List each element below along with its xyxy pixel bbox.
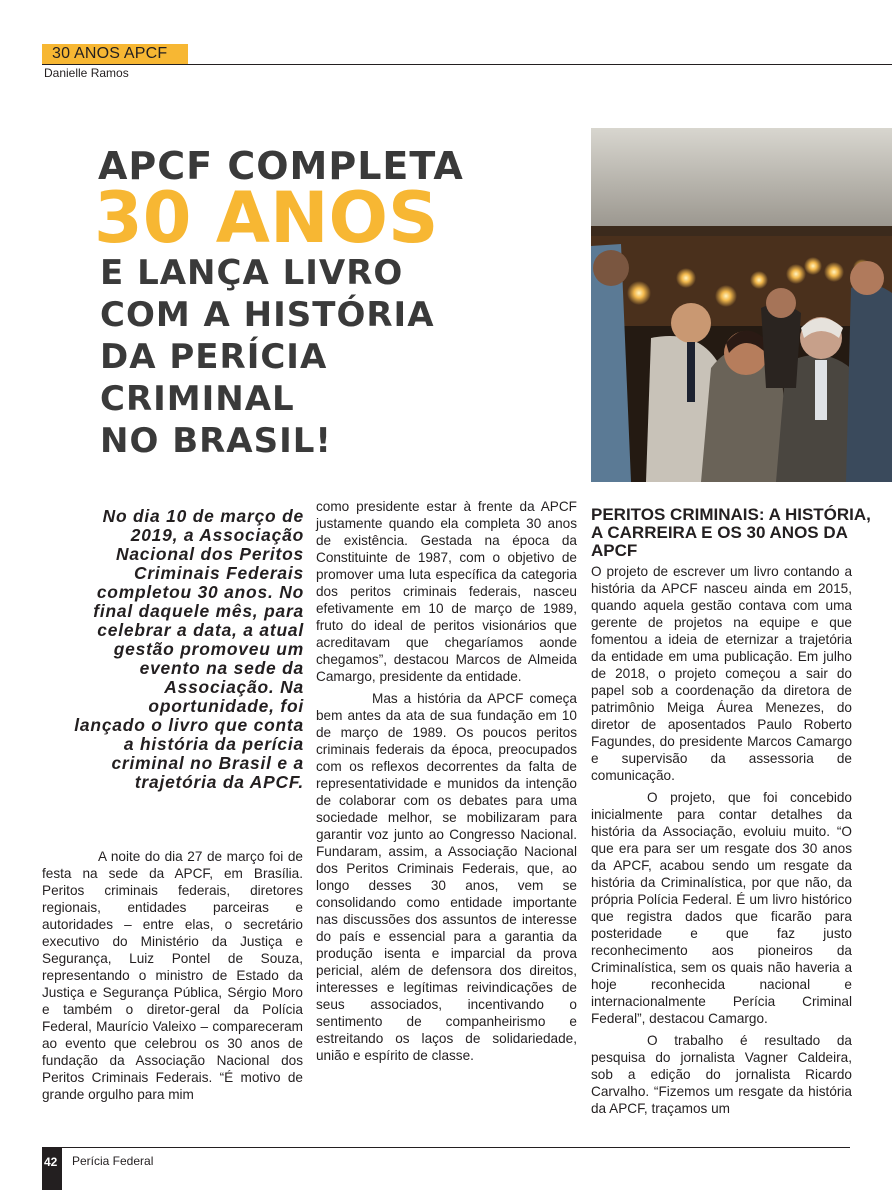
magazine-name: Perícia Federal <box>72 1154 154 1168</box>
headline-line-7: NO BRASIL! <box>100 421 332 461</box>
headline-line-4: COM A HISTÓRIA <box>100 295 435 335</box>
column-3-paragraph-2: O projeto, que foi concebido inicialmente para contar detalhes da história da Associação, evoluiu muito. “O que era para ser um resgate dos 30 anos da APCF, acabou sendo um resgate da história da Criminalística, por que não, da própria Polícia Federal. É um livro histórico que registra dados que ficarão para posteridade e que faz justo reconhecimento aos pioneiros da Criminalística, sem os quais não haveria a hoje reconhecida nacional e internacionalmente Perícia Criminal Federal”, destacou Camargo. <box>591 790 852 1026</box>
lead-paragraph: No dia 10 de março de 2019, a Associação Nacional dos Peritos Criminais Federais completou 30 anos. No final daquele mês, para celebrar a data, a atual gestão promoveu um evento na sede da Associação. Na oportunidade, foi lançado o livro que conta a história da perícia criminal no Brasil e a trajetória da APCF. <box>74 506 304 792</box>
column-3-paragraph-3: O trabalho é resultado da pesquisa do jornalista Vagner Caldeira, sob a edição do jornalista Ricardo Carvalho. “Fizemos um resgate da história da APCF, traçamos um <box>591 1033 852 1116</box>
column-2 <box>316 498 577 1064</box>
headline-line-3: E LANÇA LIVRO <box>100 253 404 293</box>
headline-line-6: CRIMINAL <box>100 379 295 419</box>
headline-line-2: 30 ANOS <box>94 177 439 259</box>
headline-line-1: APCF COMPLETA <box>98 144 464 188</box>
column-1-paragraph: A noite do dia 27 de março foi de festa na sede da APCF, em Brasília. Peritos criminais federais, diretores regionais, entidades parceiras e autoridades – entre elas, o secretário executivo do Ministério da Justiça e Segurança, Luiz Pontel de Souza, representando o ministro de Estado da Justiça e Segurança Pública, Sérgio Moro e também o diretor-geral da Polícia Federal, Maurício Valeixo – compareceram ao evento que celebrou os 30 anos de fundação da Associação Nacional dos Peritos Criminais Federais. “É motivo de grande orgulho para mim <box>42 849 303 1102</box>
page-number: 42 <box>44 1155 58 1169</box>
column-2-paragraph-2: Mas a história da APCF começa bem antes da ata de sua fundação em 10 de março de 1989. Os poucos peritos criminais federais da época, preocupados com os reflexos decorrentes da falta de representatividade e munidos da intenção de colaborar com os debates para uma sociedade melhor, se mobilizaram para garantir voz junto ao Congresso Nacional. Fundaram, assim, a Associação Nacional dos Peritos Criminais Federais, que, ao longo desses 30 anos, vem se consolidando como entidade importante nas discussões dos assuntos de interesse do país e essencial para a garantia da produção isenta e imparcial da prova pericial, além de defensora dos direitos, interesses e legítimas reivindicações de seus associados, incentivando o sentimento de companheirismo e estreitando os laços de solidariedade, união e espírito de classe. <box>316 691 577 1063</box>
headline-line-5: DA PERÍCIA <box>100 337 328 377</box>
section-label: 30 ANOS APCF <box>52 45 168 62</box>
top-rule <box>42 64 892 65</box>
headline <box>94 144 574 462</box>
event-photo <box>591 128 892 482</box>
column-3-subheading: PERITOS CRIMINAIS: A HISTÓRIA, A CARREIRA E OS 30 ANOS DA APCF <box>591 505 871 560</box>
column-1 <box>42 848 303 1103</box>
author-byline: Danielle Ramos <box>44 66 129 80</box>
column-3-paragraph-1: O projeto de escrever um livro contando a história da APCF nasceu ainda em 2015, quando aquela gestão contava com uma gerente de projetos na equipe e que fomentou a ideia de eternizar a trajetória da entidade em uma publicação. Em julho de 2018, o projeto começou a sair do papel sob a coordenação da diretora de patrimônio Meiga Áurea Menezes, do diretor de aposentados Paulo Roberto Fagundes, do presidente Marcos Camargo e supervisão da assessoria de comunicação. <box>591 564 852 783</box>
footer-rule <box>42 1147 850 1148</box>
section-tag <box>42 44 188 64</box>
column-2-paragraph-1: como presidente estar à frente da APCF justamente quando ela completa 30 anos de existência. Gestada na época da Constituinte de 1987, com o objetivo de promover uma luta específica da categoria dos peritos criminais federais, nasceu efetivamente em 10 de março de 1989, fruto do ideal de peritos visionários que acreditavam que chegaríamos aonde chegamos”, destacou Marcos de Almeida Camargo, presidente da entidade. <box>316 499 577 684</box>
column-3 <box>591 563 852 1117</box>
